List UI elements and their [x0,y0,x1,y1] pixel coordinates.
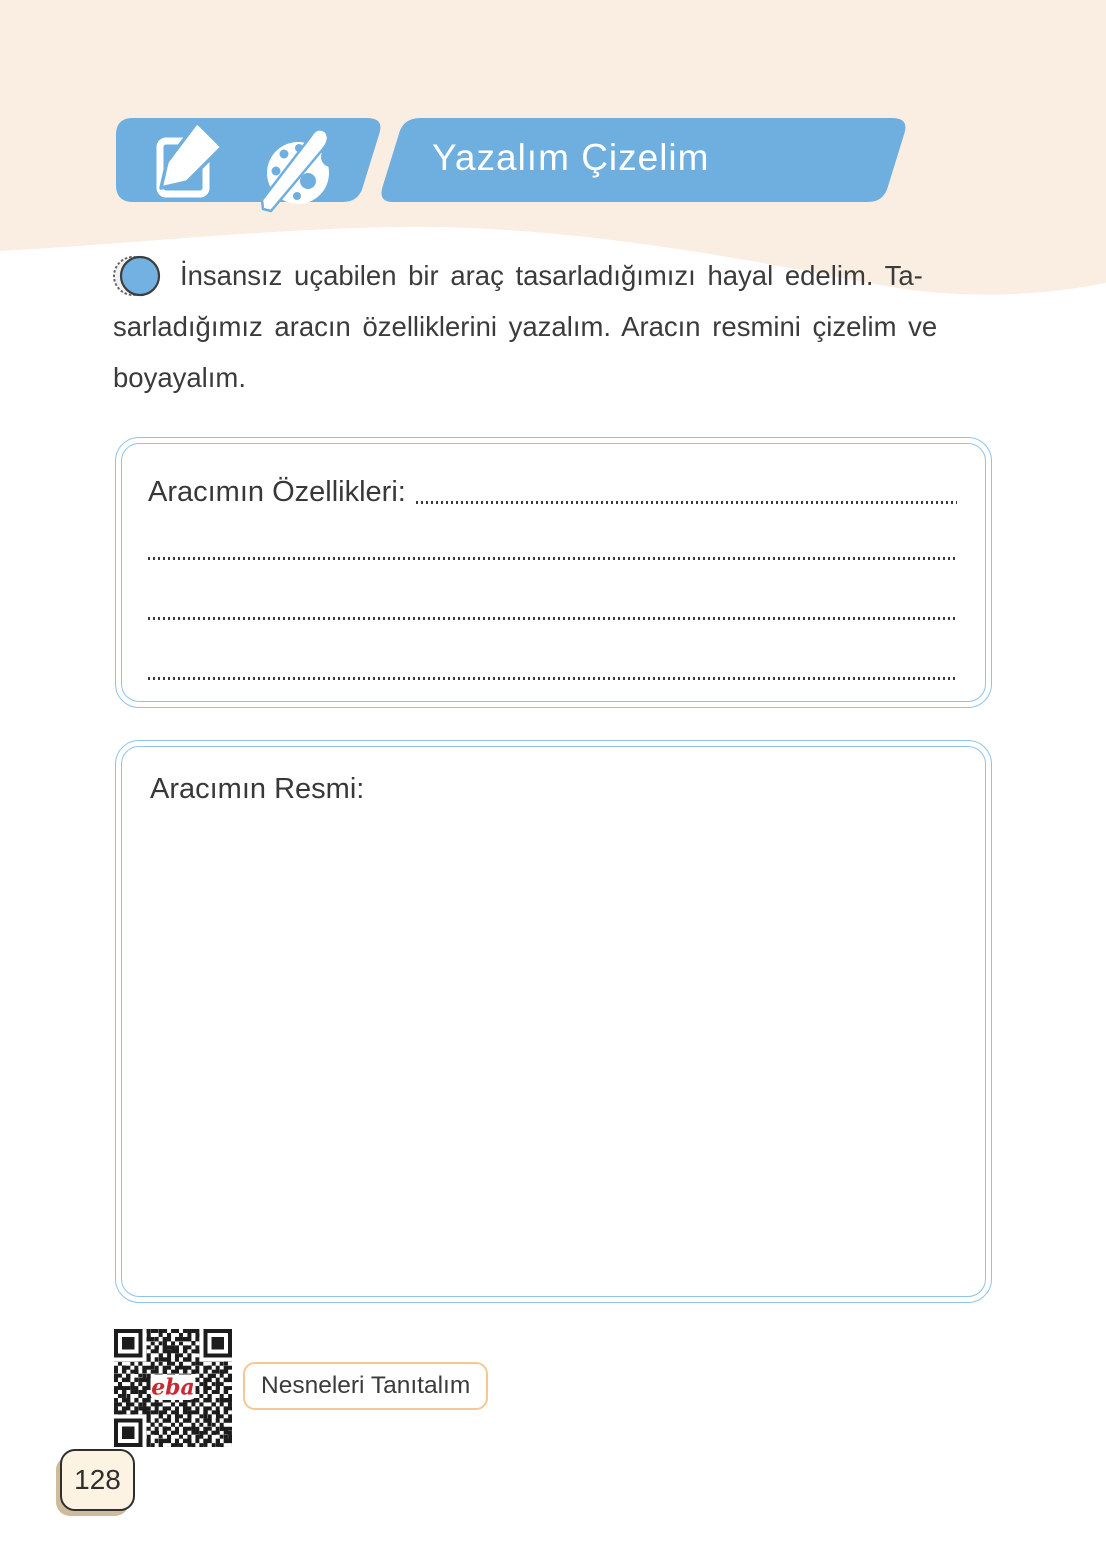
bullet-icon [113,253,163,299]
instruction-paragraph [113,250,1003,403]
writing-line [148,617,957,620]
page-number: 128 [74,1464,121,1495]
qr-label: Nesneleri Tanıtalım [261,1372,471,1399]
writing-line [416,501,957,504]
picture-box-inner [121,746,986,1297]
writing-line [148,557,957,560]
features-box-label: Aracımın Özellikleri: [148,476,406,508]
qr-label-box [243,1362,488,1410]
features-box-inner [121,443,986,702]
eba-qr-code [114,1329,232,1447]
eba-logo: eba [151,1374,195,1401]
page-number-badge [60,1449,135,1511]
icon-badge [116,118,380,202]
features-box [115,437,992,708]
picture-box [115,740,992,1303]
instruction-line: boyayalım. [113,362,246,393]
picture-box-label: Aracımın Resmi: [150,773,365,805]
page-title: Yazalım Çizelim [432,137,710,178]
instruction-line: İnsansız uçabilen bir araç tasarladığımızı hayal edelim. Ta- [180,260,923,291]
instruction-line: sarladığımız aracın özelliklerini yazalım. Aracın resmini çizelim ve [113,311,938,342]
writing-line [148,677,957,680]
